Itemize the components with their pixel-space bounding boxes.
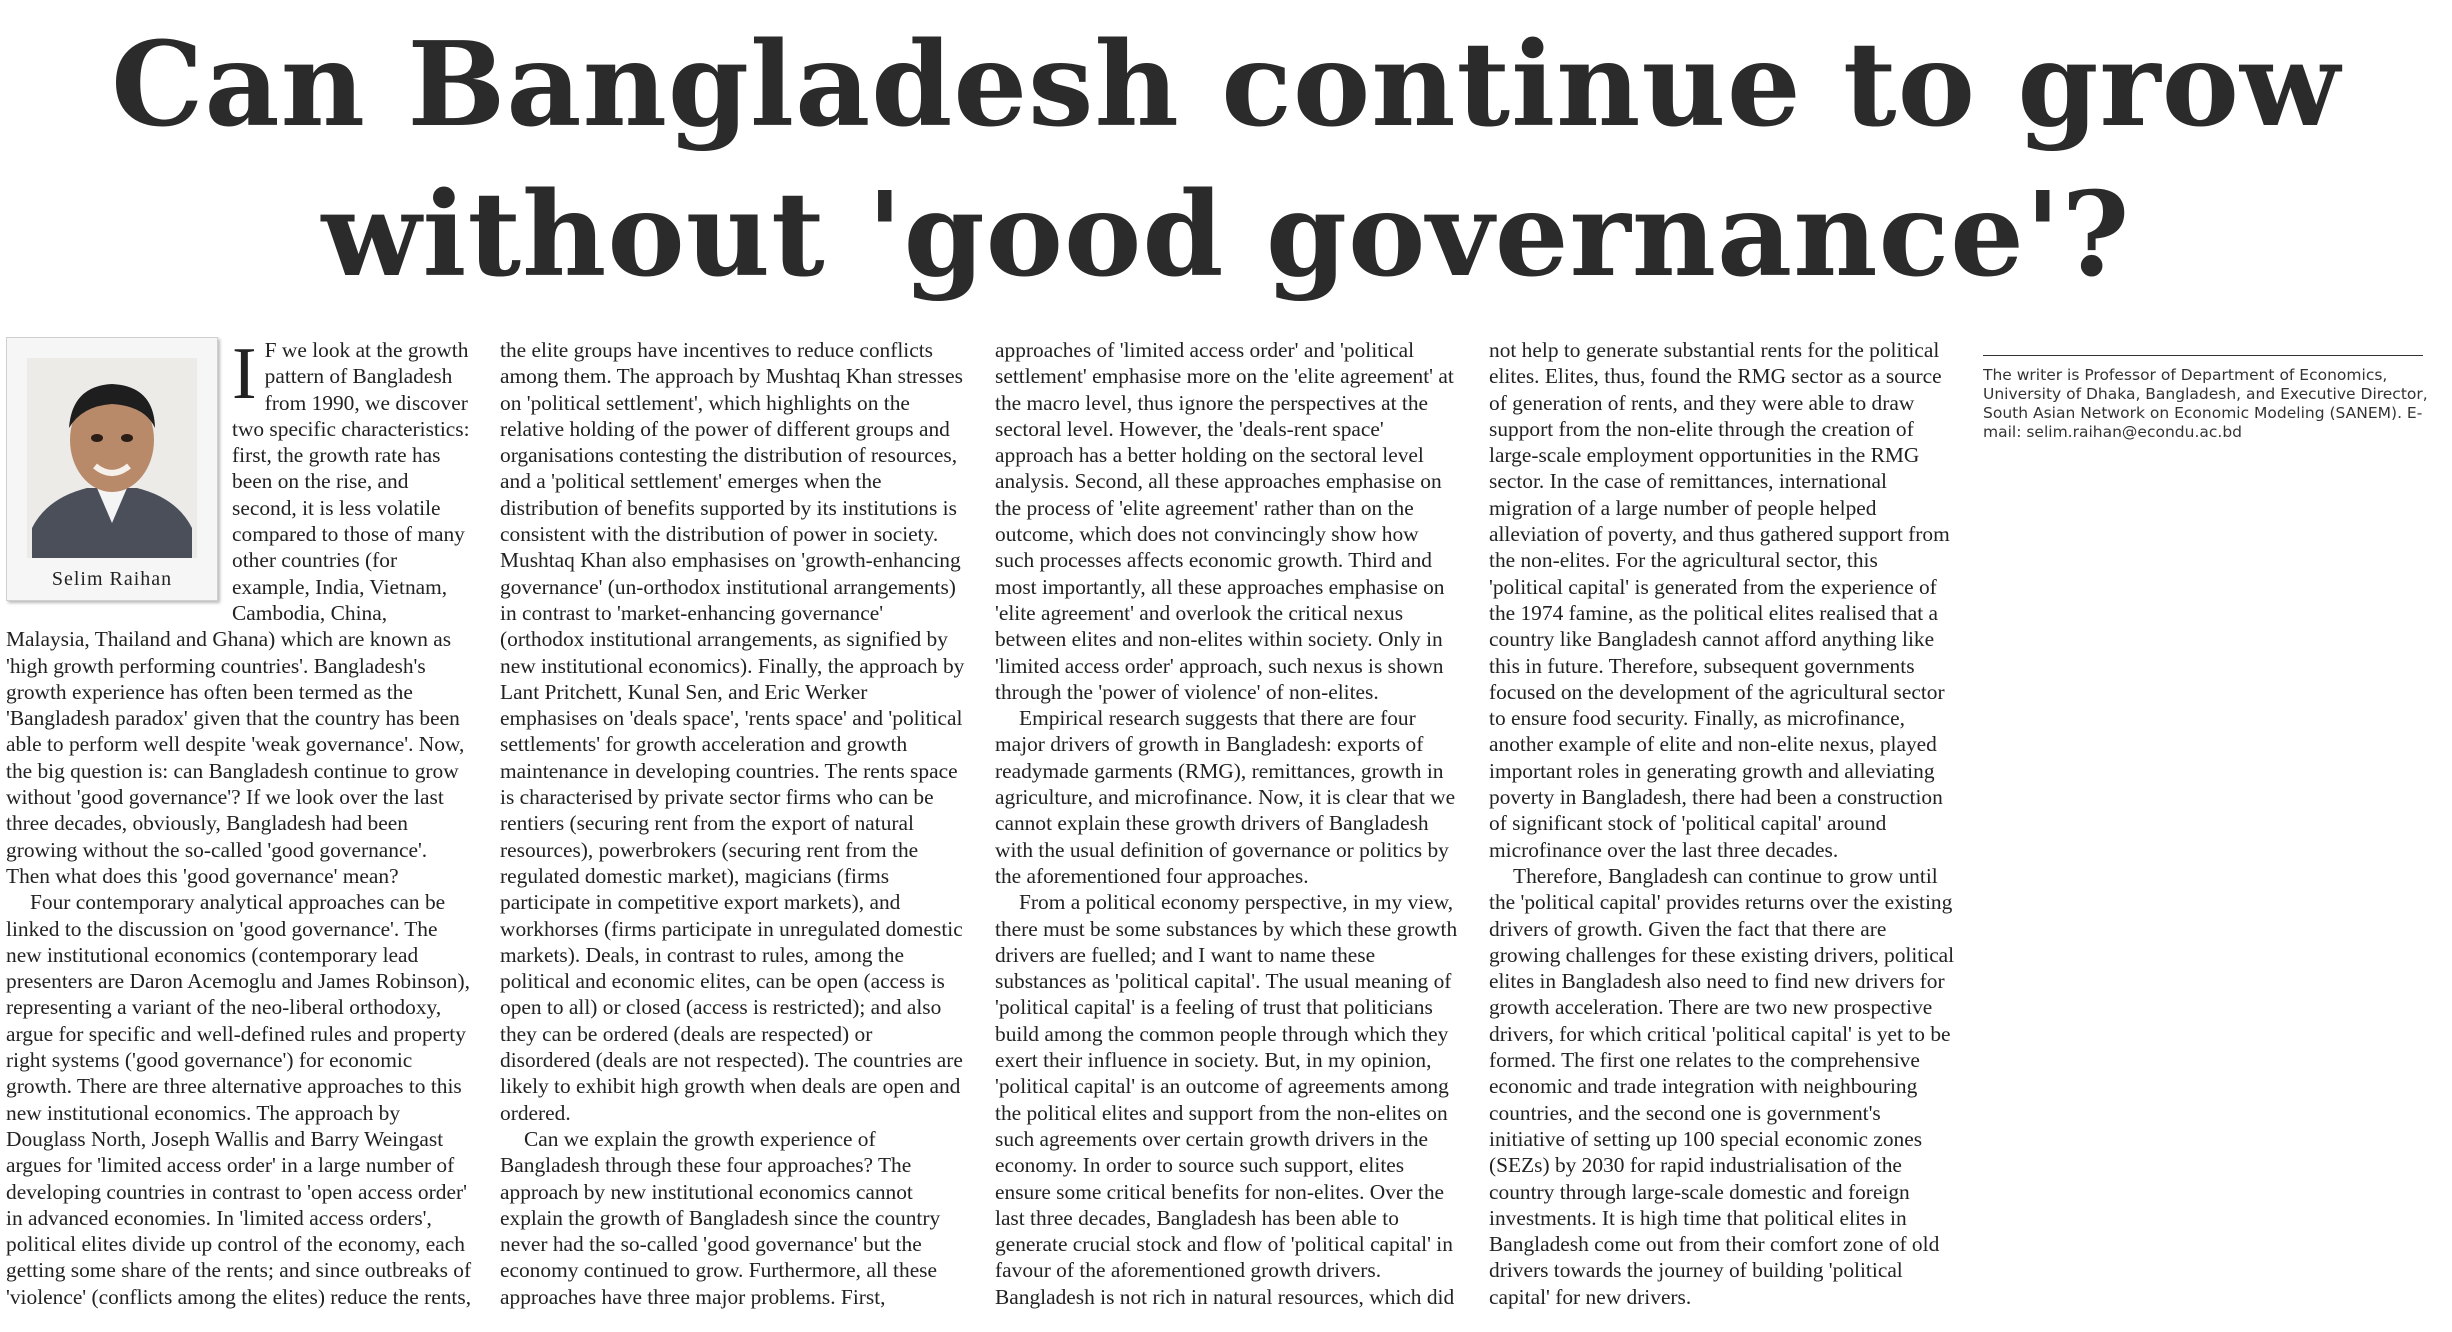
author-byline: Selim Raihan [51,568,173,590]
column-1 [6,337,472,1322]
article-paragraph: From a political economy perspective, in my view, there must be some substances by which these growth drivers are fuelled; and I want to name these substances as 'political capital'. The usual meaning of 'political capital' is a feeling of trust that politicians build among the common people through which they exert their influence in society. But, in my opinion, 'political capital' is an outcome of agreements among the political elites and support from the non-elites on such agreements over certain growth drivers in the economy. In order to source such support, elites ensure some critical benefits for non-elites. Over the last three decades, Bangladesh has been able to generate crucial stock and flow of 'political capital' in favour of the aforementioned growth drivers. Bangladesh is not rich in natural resources, which did [995,890,1458,1309]
article-paragraph: approaches of 'limited access order' and 'political settlement' emphasise more on the 'elite agreement' at the macro level, thus ignore the perspectives at the sectoral level. However, the 'deals-rent space' approach has a better holding on the sectoral level analysis. Second, all these approaches emphasise on the process of 'elite agreement' rather than on the outcome, which does not convincingly show how such processes affects economic growth. Third and most importantly, all these approaches emphasise on 'elite agreement' and overlook the critical nexus between elites and non-elites within society. Only in 'limited access order' approach, such nexus is shown through the 'power of violence' of non-elites. [995,338,1454,704]
author-portrait-icon [27,358,197,558]
article-paragraph: not help to generate substantial rents for the political elites. Elites, thus, found the RMG sector as a source of generation of rents, and they were able to draw support from the non-elite through the creation of large-scale employment opportunities in the RMG sector. In the case of remittances, international migration of a large number of people helped alleviation of poverty, and thus gathered support from the non-elites. For the agricultural sector, this 'political capital' is generated from the experience of the 1974 famine, as the political elites realised that a country like Bangladesh cannot afford anything like this in future. Therefore, subsequent governments focused on the development of the agricultural sector to ensure food security. Finally, as microfinance, another example of elite and non-elite nexus, played important roles in generating growth and alleviating poverty in Bangladesh, there had been a construction of significant stock of 'political capital' around microfinance over the last three decades. [1489,338,1950,862]
article-paragraph: Can we explain the growth experience of Bangladesh through these four approaches? The approach by new institutional economics cannot explain the growth of Bangladesh since the country never had the so-called 'good governance' but the economy continued to grow. Furthermore, all these approaches have three major problems. First, [500,1126,941,1309]
article-paragraph: Therefore, Bangladesh can continue to grow until the 'political capital' provides returns over the existing drivers of growth. Given the fact that there are growing challenges for these existing drivers, political elites in Bangladesh also need to find new drivers for growth acceleration. There are two new prospective drivers, for which critical 'political capital' is yet to be formed. The first one relates to the comprehensive economic and trade integration with neighbouring countries, and the second one is government's initiative of setting up 100 special economic zones (SEZs) by 2030 for rapid industrialisation of the country through large-scale domestic and foreign investments. It is high time that political elites in Bangladesh come out from their comfort zone of old drivers towards the journey of building 'political capital' for new drivers. [1489,863,1955,1309]
author-photo [6,337,218,601]
column-4 [1489,337,1955,1322]
article-paragraph: the elite groups have incentives to reduce conflicts among them. The approach by Mushtaq Khan stresses on 'political settlement', which highlights on the relative holding of the power of different groups and organisations contesting the distribution of resources, and a 'political settlement' emerges when the distribution of benefits supported by its institutions is consistent with the distribution of power in society. Mushtaq Khan also emphasises on 'growth-enhancing governance' (un-orthodox institutional arrangements) in contrast to 'market-enhancing governance' (orthodox institutional arrangements, as signified by new institutional economics). Finally, the approach by Lant Pritchett, Kunal Sen, and Eric Werker emphasises on 'deals space', 'rents space' and 'political settlements' for growth acceleration and growth maintenance in developing countries. The rents space is characterised by private sector firms who can be rentiers (securing rent from the export of natural resources), powerbrokers (securing rent from the regulated domestic market), magicians (firms participate in competitive export markets), and workhorses (firms participate in unregulated domestic markets). Deals, in contrast to rules, among the political and economic elites, can be open (access is open to all) or closed (access is restricted); and also they can be ordered (deals are respected) or disordered (deals are not respected). The countries are likely to exhibit high growth when deals are open and ordered. [500,338,965,1125]
article-paragraph: Empirical research suggests that there are four major drivers of growth in Bangladesh: exports of readymade garments (RMG), remittances, growth in agriculture, and microfinance. Now, it is clear that we cannot explain these growth drivers of Bangladesh with the usual definition of governance or politics by the aforementioned four approaches. [995,706,1456,888]
article-paragraph: F we look at the growth pattern of Bangladesh from 1990, we discover two specific characteristics: first, the growth rate has been on the rise, and second, it is less volatile compared to those of many other countries (for example, India, Vietnam, Cambodia, China, Malaysia, Thailand and Ghana) which are known as 'high growth performing countries'. Bangladesh's growth experience has often been termed as the 'Bangladesh paradox' given that the country has been able to perform well despite 'weak governance'. Now, the big question is: can Bangladesh continue to grow without 'good governance'? If we look over the last three decades, obviously, Bangladesh had been growing without the so-called 'good governance'. Then what does this 'good governance' mean? [6,338,470,888]
column-2 [500,337,966,1322]
author-footnote: The writer is Professor of Department of Economics, University of Dhaka, Bangladesh, and Executive Director, South Asian Network on Economic Modeling (SANEM). E-mail: selim.raihan@econdu.ac.bd [1983,366,2428,441]
column-3 [995,337,1461,1322]
article-paragraph: Four contemporary analytical approaches can be linked to the discussion on 'good governance'. The new institutional economics (contemporary lead presenters are Daron Acemoglu and James Robinson), representing a variant of the neo-liberal orthodoxy, argue for specific and well-defined rules and property right systems ('good governance') for economic growth. There are three alternative approaches to this new institutional economics. The approach by Douglass North, Joseph Wallis and Barry Weingast argues for 'limited access order' in a large number of developing countries in contrast to 'open access order' in advanced economies. In 'limited access orders', political elites divide up control of the economy, each getting some share of the rents; and since outbreaks of 'violence' (conflicts among the elites) reduce the rents, [6,890,472,1309]
headline: Can Bangladesh continue to grow without 'good governance'? [111,17,2341,303]
footnote-rule [1983,355,2423,356]
column-5 [1983,337,2449,1322]
drop-cap: I [232,337,257,415]
